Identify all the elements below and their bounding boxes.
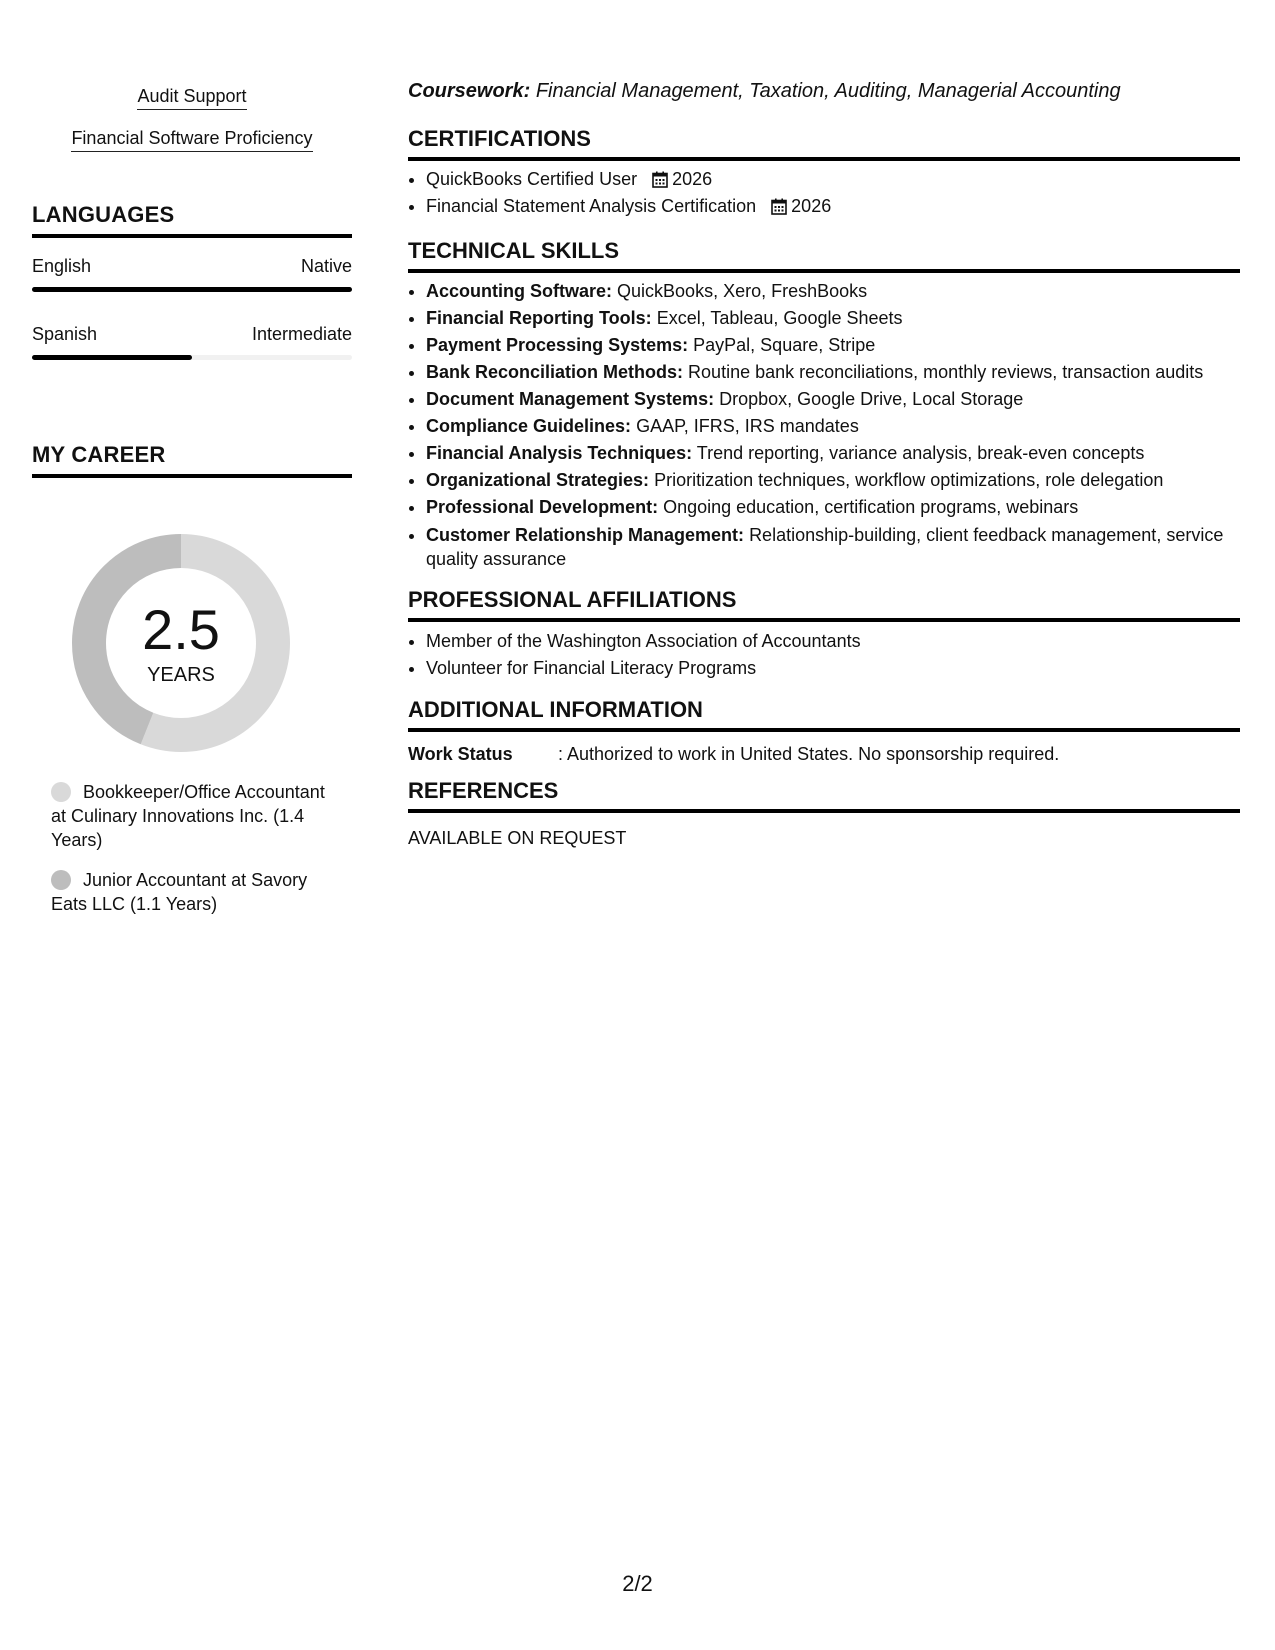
- technical-skills-list: [408, 278, 1258, 571]
- references-heading: REFERENCES: [408, 778, 1240, 813]
- skill-value: Trend reporting, variance analysis, break-even concepts: [696, 443, 1145, 463]
- skill-value: Relationship-building, client feedback management, service quality assurance: [426, 525, 1224, 569]
- languages-heading: LANGUAGES: [32, 202, 352, 238]
- legend-dot: [51, 870, 71, 890]
- references-value: AVAILABLE ON REQUEST: [408, 828, 627, 848]
- skill-item: [426, 305, 1258, 332]
- work-status-value: : Authorized to work in United States. No sponsorship required.: [558, 744, 1060, 764]
- career-legend-item: [51, 780, 341, 852]
- career-total-unit: YEARS: [147, 664, 215, 686]
- work-status-label: Work Status: [408, 744, 513, 764]
- skill-tag-label: Financial Software Proficiency: [71, 128, 312, 152]
- certification-name: Financial Statement Analysis Certification: [426, 196, 757, 216]
- career-heading: MY CAREER: [32, 442, 352, 478]
- work-status-row: [408, 744, 1240, 765]
- language-level: Intermediate: [251, 324, 352, 344]
- language-row: [32, 256, 352, 296]
- language-name: Spanish: [32, 324, 98, 344]
- career-legend-label: Junior Accountant at Savory Eats LLC (1.1 Years): [51, 870, 308, 914]
- coursework-line: [408, 80, 1121, 103]
- affiliation-item: • Member of the Washington Association of Accountants: [426, 628, 1258, 655]
- skill-tag-label: Audit Support: [137, 86, 246, 110]
- skill-label: Professional Development:: [426, 497, 659, 517]
- coursework-label: Coursework:: [408, 80, 531, 102]
- skill-item: [426, 386, 1258, 413]
- calendar-icon: [652, 171, 668, 188]
- additional-info-heading: ADDITIONAL INFORMATION: [408, 697, 1240, 732]
- language-name: English: [32, 256, 92, 276]
- language-row: [32, 324, 352, 364]
- skill-label: Bank Reconciliation Methods:: [426, 362, 684, 382]
- skill-item: [426, 467, 1258, 494]
- skill-value: Ongoing education, certification programs, webinars: [663, 497, 1079, 517]
- skill-value: GAAP, IFRS, IRS mandates: [636, 416, 859, 436]
- technical-skills-heading: TECHNICAL SKILLS: [408, 238, 1240, 273]
- skill-label: Organizational Strategies:: [426, 470, 650, 490]
- skill-tag: [32, 128, 352, 149]
- career-donut-chart: [66, 528, 296, 758]
- career-legend-label: Bookkeeper/Office Accountant at Culinary Innovations Inc. (1.4 Years): [51, 782, 325, 850]
- skill-label: Accounting Software:: [426, 281, 613, 301]
- career-legend-item: [51, 868, 341, 916]
- affiliations-heading: PROFESSIONAL AFFILIATIONS: [408, 587, 1240, 622]
- page-number: 2/2: [622, 1571, 653, 1596]
- skill-item: [426, 332, 1258, 359]
- certification-year: 2026: [672, 169, 713, 189]
- skill-value: QuickBooks, Xero, FreshBooks: [617, 281, 868, 301]
- skill-label: Financial Analysis Techniques:: [426, 443, 693, 463]
- skill-item: [426, 278, 1258, 305]
- skill-value: PayPal, Square, Stripe: [693, 335, 876, 355]
- skill-label: Compliance Guidelines:: [426, 416, 632, 436]
- certification-year: 2026: [791, 196, 832, 216]
- language-level: Native: [300, 256, 352, 276]
- affiliations-list: [408, 628, 1258, 682]
- skill-label: Payment Processing Systems:: [426, 335, 689, 355]
- skill-value: Dropbox, Google Drive, Local Storage: [719, 389, 1024, 409]
- career-total-value: 2.5: [142, 598, 220, 661]
- language-proficiency-bar: [32, 355, 352, 360]
- affiliation-item: • Volunteer for Financial Literacy Programs: [426, 655, 1258, 682]
- coursework-value: Financial Management, Taxation, Auditing, Managerial Accounting: [535, 80, 1121, 102]
- skill-value: Routine bank reconciliations, monthly reviews, transaction audits: [688, 362, 1204, 382]
- legend-dot: [51, 782, 71, 802]
- skill-item: [426, 413, 1258, 440]
- language-proficiency-fill: [32, 287, 352, 292]
- skill-label: Customer Relationship Management:: [426, 525, 745, 545]
- skill-label: Document Management Systems:: [426, 389, 715, 409]
- skill-item: [426, 494, 1258, 521]
- certifications-list: [408, 166, 1258, 220]
- language-proficiency-fill: [32, 355, 192, 360]
- skill-label: Financial Reporting Tools:: [426, 308, 652, 328]
- certification-name: QuickBooks Certified User: [426, 169, 638, 189]
- language-proficiency-bar: [32, 287, 352, 292]
- skill-value: Prioritization techniques, workflow optimizations, role delegation: [654, 470, 1164, 490]
- certification-item: [426, 193, 1258, 220]
- skill-item: [426, 521, 1258, 571]
- skill-value: Excel, Tableau, Google Sheets: [656, 308, 903, 328]
- skill-item: [426, 359, 1258, 386]
- calendar-icon: [771, 198, 787, 215]
- skill-tag: [32, 86, 352, 107]
- certifications-heading: CERTIFICATIONS: [408, 126, 1240, 161]
- skill-item: [426, 440, 1258, 467]
- certification-item: [426, 166, 1258, 193]
